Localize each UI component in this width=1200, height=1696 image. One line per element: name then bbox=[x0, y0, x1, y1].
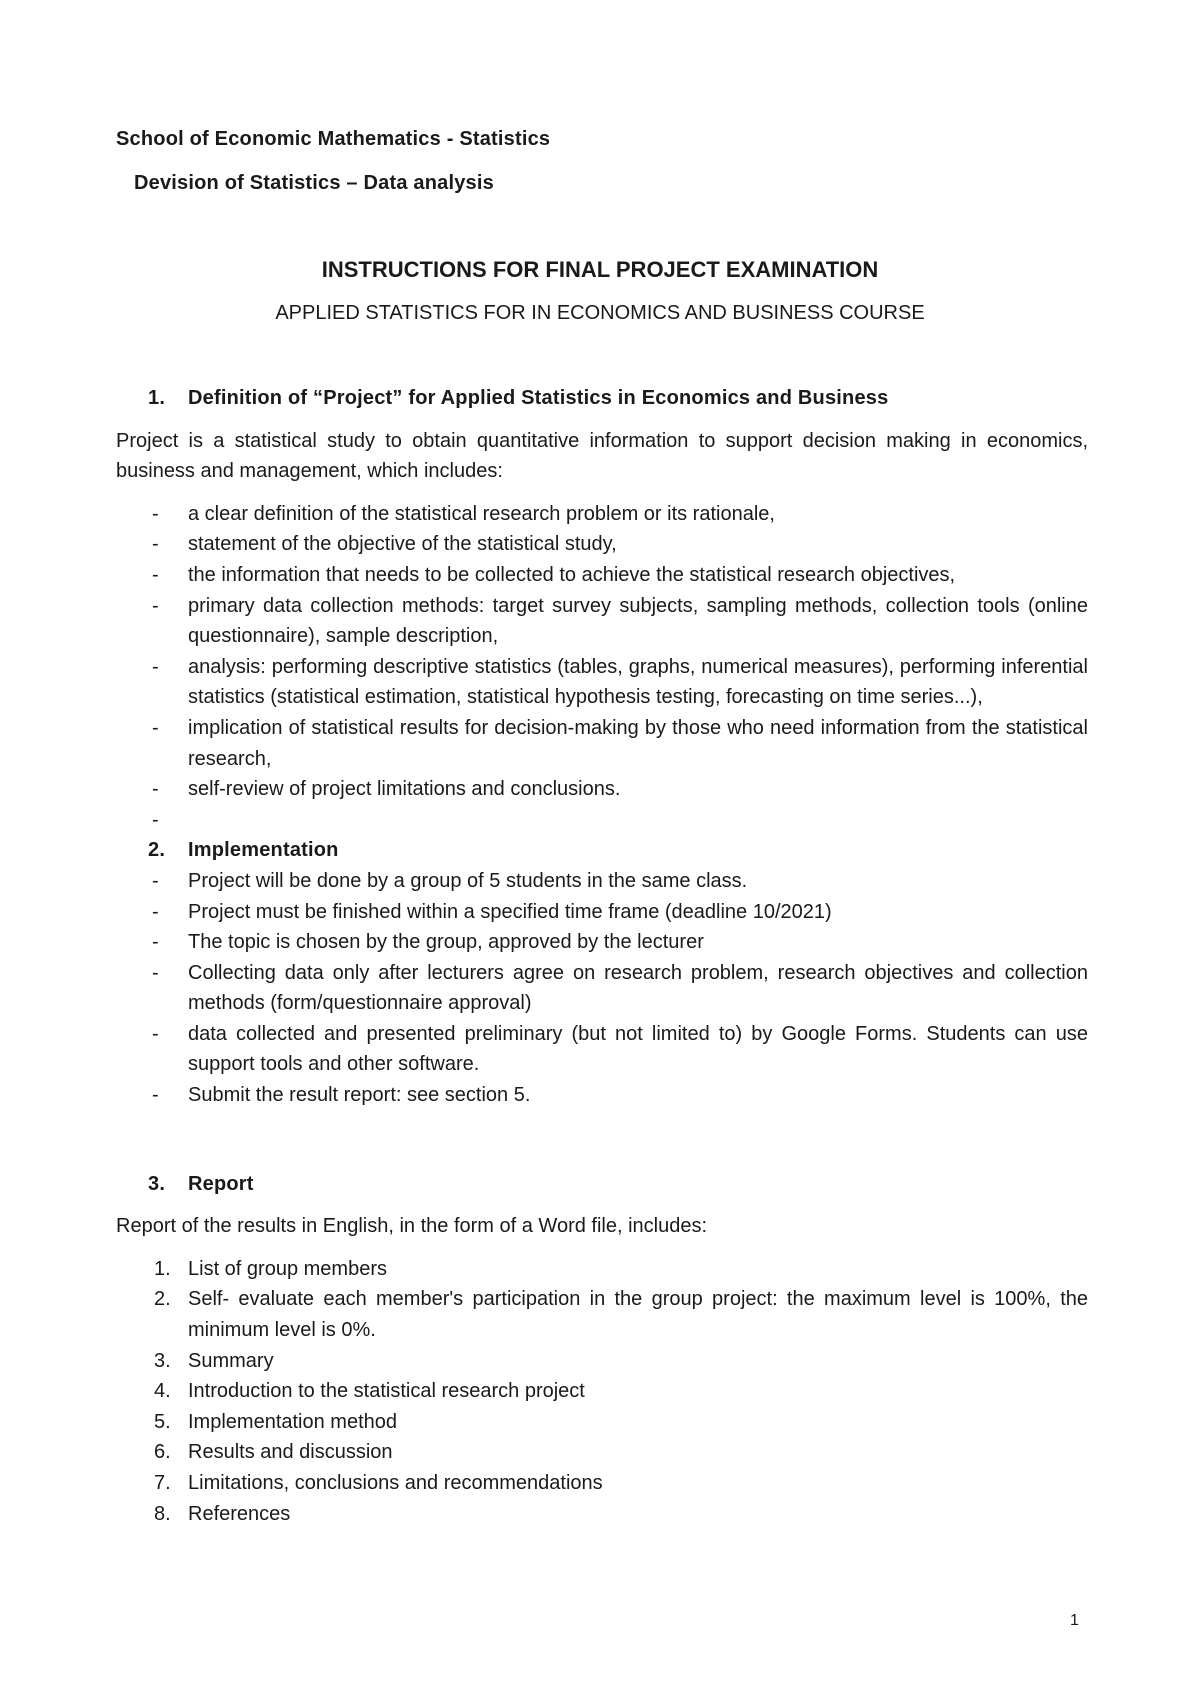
list-item: - primary data collection methods: target survey subjects, sampling methods, collection tools (online questionnaire), sample description, bbox=[116, 591, 1088, 652]
bullet-dash: - bbox=[152, 502, 159, 525]
section-2-title: Implementation bbox=[188, 839, 339, 862]
bullet-dash: - bbox=[152, 808, 159, 831]
section-3-heading bbox=[116, 1169, 1088, 1200]
bullet-dash: - bbox=[152, 961, 159, 984]
section-3-number: 3. bbox=[148, 1172, 166, 1195]
list-item: - analysis: performing descriptive statistics (tables, graphs, numerical measures), performing inferential statistics (statistical estimation, statistical hypothesis testing, forecasting on time series...), bbox=[116, 652, 1088, 713]
list-item-empty bbox=[116, 805, 1088, 836]
list-item: - The topic is chosen by the group, approved by the lecturer bbox=[116, 927, 1088, 958]
list-item: - self-review of project limitations and conclusions. bbox=[116, 774, 1088, 805]
section-1-number: 1. bbox=[148, 387, 166, 409]
document-body bbox=[116, 383, 1088, 1529]
list-item: - Submit the result report: see section 5. bbox=[116, 1080, 1088, 1111]
list-item: - Collecting data only after lecturers agree on research problem, research objectives and collection methods (form/questionnaire approval) bbox=[116, 958, 1088, 1019]
section-1-title: Definition of “Project” for Applied Statistics in Economics and Business bbox=[188, 387, 889, 409]
list-item: - a clear definition of the statistical research problem or its rationale, bbox=[116, 499, 1088, 530]
list-item: 6. Results and discussion bbox=[154, 1441, 393, 1464]
bullet-dash: - bbox=[152, 869, 159, 892]
bullet-dash: - bbox=[152, 900, 159, 923]
list-item: 2. Self- evaluate each member's participation in the group project: the maximum level is 100%, the minimum level is 0%. bbox=[154, 1288, 1088, 1342]
bullet-dash: - bbox=[152, 533, 159, 556]
list-item: 1. List of group members bbox=[154, 1257, 387, 1280]
bullet-dash: - bbox=[152, 655, 159, 678]
list-item: 5. Implementation method bbox=[154, 1410, 398, 1433]
section-2-list bbox=[116, 866, 1088, 1111]
section-1-heading bbox=[116, 383, 1088, 414]
section-3-list bbox=[116, 1254, 1088, 1529]
list-item: - implication of statistical results for decision-making by those who need information from the statistical research, bbox=[116, 713, 1088, 774]
bullet-dash: - bbox=[152, 1084, 159, 1107]
list-item: - Project will be done by a group of 5 students in the same class. bbox=[116, 866, 1088, 897]
section-2-number: 2. bbox=[148, 839, 166, 862]
bullet-dash: - bbox=[152, 563, 159, 586]
bullet-dash: - bbox=[152, 931, 159, 954]
list-item: - the information that needs to be collected to achieve the statistical research objectives, bbox=[116, 560, 1088, 591]
list-item: - data collected and presented preliminary (but not limited to) by Google Forms. Students can use support tools and other software. bbox=[116, 1019, 1088, 1080]
bullet-dash: - bbox=[152, 594, 159, 617]
document-title: INSTRUCTIONS FOR FINAL PROJECT EXAMINATION bbox=[321, 257, 879, 282]
list-item: 3. Summary bbox=[154, 1349, 274, 1372]
section-2-heading bbox=[116, 835, 1088, 866]
section-3-intro: Report of the results in English, in the form of a Word file, includes: bbox=[116, 1215, 708, 1238]
section-3-title: Report bbox=[188, 1172, 254, 1195]
document-subtitle: APPLIED STATISTICS FOR IN ECONOMICS AND BUSINESS COURSE bbox=[275, 302, 925, 324]
division-name: Devision of Statistics – Data analysis bbox=[134, 172, 494, 194]
section-1-list bbox=[116, 499, 1088, 836]
list-item: 4. Introduction to the statistical research project bbox=[154, 1380, 585, 1403]
bullet-dash: - bbox=[152, 1022, 159, 1045]
school-name: School of Economic Mathematics - Statistics bbox=[116, 128, 551, 150]
section-1-intro: Project is a statistical study to obtain quantitative information to support decision making in economics, business and management, which includes: bbox=[116, 429, 1088, 483]
list-item: - Project must be finished within a specified time frame (deadline 10/2021) bbox=[116, 897, 1088, 928]
bullet-dash: - bbox=[152, 716, 159, 739]
list-item: - statement of the objective of the statistical study, bbox=[116, 529, 1088, 560]
list-item: 8. References bbox=[154, 1502, 291, 1525]
page-number: 1 bbox=[1070, 1612, 1079, 1629]
bullet-dash: - bbox=[152, 778, 159, 801]
list-item: 7. Limitations, conclusions and recommendations bbox=[154, 1472, 603, 1494]
